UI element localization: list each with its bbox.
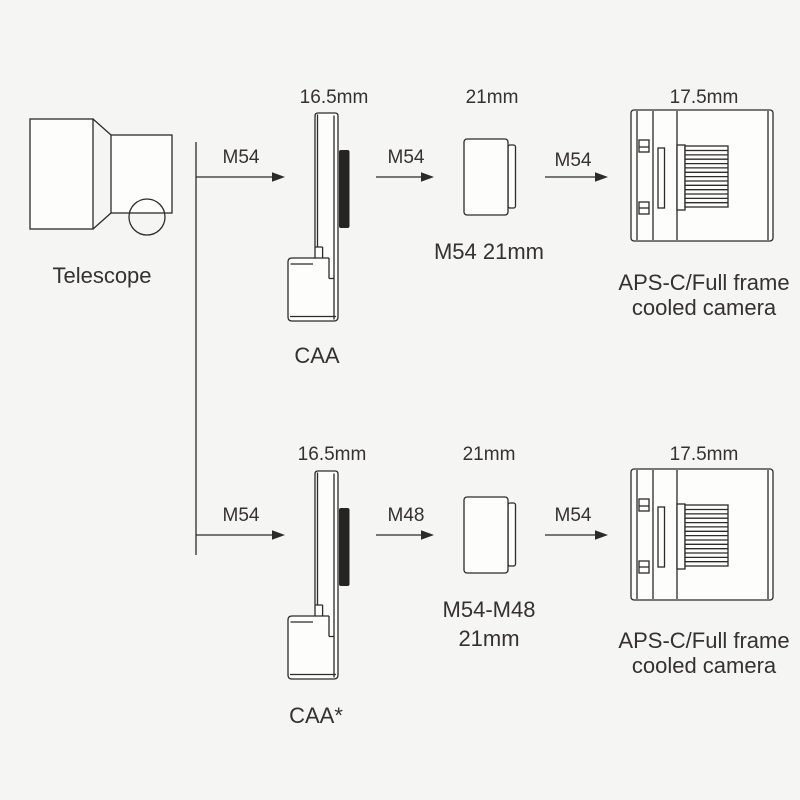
adapter-dimension-label: 21mm xyxy=(462,444,516,465)
thread-label: M48 xyxy=(387,505,425,526)
camera-name-label: APS-C/Full frame xyxy=(618,270,790,295)
flow-arrow-icon xyxy=(196,530,285,539)
adapter-name-label: M54-M48 xyxy=(442,597,536,622)
caa-name-label: CAA* xyxy=(289,703,343,728)
adapter-dimension-label: 21mm xyxy=(465,87,519,108)
caa-name-label: CAA xyxy=(294,343,340,368)
camera-dimension-label: 17.5mm xyxy=(669,444,739,465)
flow-arrow-icon xyxy=(376,530,434,539)
camera-name-label: cooled camera xyxy=(631,295,777,320)
flow-arrow-icon xyxy=(545,530,608,539)
caa-dimension-label: 16.5mm xyxy=(299,87,369,108)
caa-adapter-icon xyxy=(288,113,350,321)
thread-label: M54 xyxy=(222,147,260,168)
m54-21mm-adapter-icon xyxy=(464,139,516,215)
camera-name-label: APS-C/Full frame xyxy=(618,628,790,653)
adapter-name-label: M54 21mm xyxy=(433,239,545,264)
telescope-label: Telescope xyxy=(52,263,152,288)
telescope-icon xyxy=(30,119,172,235)
flow-arrow-icon xyxy=(196,172,285,181)
thread-label: M54 xyxy=(222,505,260,526)
thread-label: M54 xyxy=(554,150,592,171)
m54-m48-21mm-adapter-icon xyxy=(464,497,516,573)
flow-arrow-icon xyxy=(545,172,608,181)
thread-label: M54 xyxy=(387,147,425,168)
flow-arrow-icon xyxy=(376,172,434,181)
caa-dimension-label: 16.5mm xyxy=(297,444,367,465)
adapter-name-label: 21mm xyxy=(458,626,520,651)
thread-label: M54 xyxy=(554,505,592,526)
cooled-camera-icon xyxy=(631,110,773,241)
cooled-camera-icon xyxy=(631,469,773,600)
camera-name-label: cooled camera xyxy=(631,653,777,678)
caa-star-adapter-icon xyxy=(288,471,350,679)
camera-dimension-label: 17.5mm xyxy=(669,87,739,108)
